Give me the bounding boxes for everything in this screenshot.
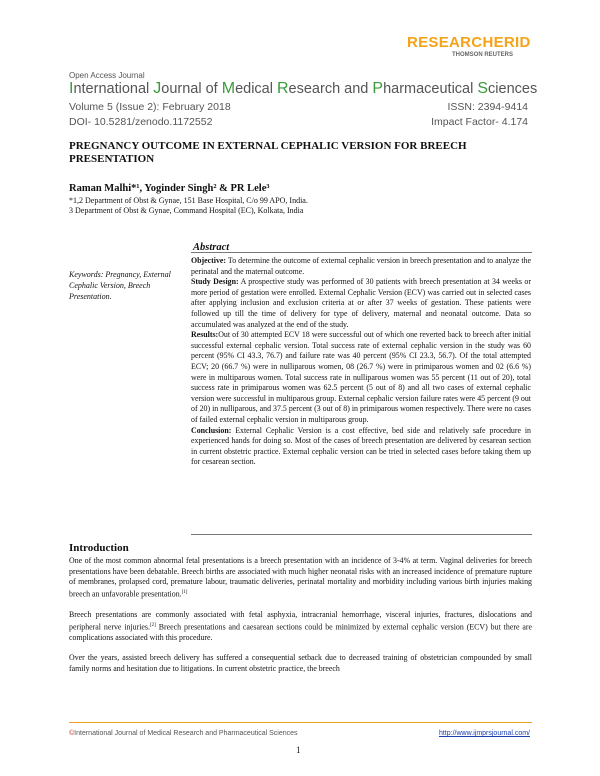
introduction-body bbox=[69, 556, 532, 685]
footer-journal: ©International Journal of Medical Research and Pharmaceutical Sciences bbox=[69, 730, 298, 737]
abstract-body bbox=[191, 256, 531, 468]
intro-paragraph: One of the most common abnormal fetal presentations is a breech presentation with an incidence of 3-4% at term. Vaginal deliveries for breech presentations have been debatable. Breech births are associated with much higher neonatal risks with an increased incidence of premature rupture of membranes, prolapsed cord, premature labour, traumatic deliveries, perinatal mortality and morbidity including various birth injuries making breech an unfavorable presentation.[1] bbox=[69, 556, 532, 599]
authors: Raman Malhi*¹, Yoginder Singh² & PR Lele³ bbox=[69, 183, 270, 194]
thomson-reuters-label: THOMSON REUTERS bbox=[452, 52, 514, 58]
paper-title: PREGNANCY OUTCOME IN EXTERNAL CEPHALIC VERSION FOR BREECH PRESENTATION bbox=[69, 140, 467, 165]
citation-ref[interactable]: [2] bbox=[149, 622, 156, 628]
abstract-heading: Abstract bbox=[193, 242, 230, 253]
citation-ref[interactable]: [1] bbox=[181, 589, 188, 595]
volume-doi-block bbox=[69, 100, 231, 129]
keywords: Keywords: Pregnancy, External Cephalic Version, Breech Presentation. bbox=[69, 270, 171, 301]
affiliation-1: *1,2 Department of Obst & Gynae, 151 Base Hospital, C/o 99 APO, India. bbox=[69, 196, 308, 205]
journal-title: International Journal of Medical Research and Pharmaceutical Sciences bbox=[69, 80, 538, 97]
abstract-top-rule bbox=[191, 252, 532, 253]
issn-impact-block bbox=[431, 100, 528, 129]
introduction-heading: Introduction bbox=[69, 542, 129, 554]
page-number: 1 bbox=[296, 745, 301, 755]
abstract-study-design: Study Design: A prospective study was performed of 30 patients with breech presentation at 34 weeks or more period of gestation were enrolled. External Cephalic Version (ECV) was carried out in selected cases after applying inclusion and exclusion criteria at or after 37 weeks of gestation. These patients were followed up till the time of delivery for type of delivery, maternal and neonatal outcome. Data so accumulated was analyzed at the end of the study. bbox=[191, 277, 531, 329]
intro-paragraph: Over the years, assisted breech delivery has suffered a consequential setback due to decreased training of obstetrician compounded by small family norms and hesitation due to litigations. In current obstetric practice, the breech bbox=[69, 653, 532, 673]
open-access-label: Open Access Journal bbox=[69, 71, 145, 80]
footer-rule bbox=[69, 722, 532, 723]
impact-factor: Impact Factor- 4.174 bbox=[431, 115, 528, 128]
abstract-conclusion: Conclusion: External Cephalic Version is a cost effective, bed side and relatively safe procedure in experienced hands for doing so. Most of the cases of breech presentation are delivered by cesarean section in current obstetric practice. External cephalic version can be tried in selected cases before taking them up for cesarean section. bbox=[191, 425, 531, 467]
abstract-results: Results:Out of 30 attempted ECV 18 were successful out of which one reverted back to breech after initial successful external cephalic version. Total success rate of external cephalic version in the study was 60 percent (95% CI 43.3, 76.7) and failure rate was 40 percent (95% CI 23.3, 56.7). Of the total attempted ECV; 20 (66.7 %) were in nulliparous women, 08 (26.7 %) were in primiparous women and 02 (6.6 %) were in multiparous women. Total success rate in nulliparous women was 55 percent (11 out of 20), total success rate in primiparous women was 62.5 percent (5 out of 8) and all two cases of external cephalic version were successful in multiparous group. External cephalic version failure rates were 45 percent (9 out of 20) in nulliparous, and 37.5 percent (3 out of 8) in primiparous women respectively. There were no cases of failed external cephalic version in multiparous group. bbox=[191, 330, 531, 424]
doi-info: DOI- 10.5281/zenodo.1172552 bbox=[69, 115, 213, 128]
intro-paragraph: Breech presentations are commonly associated with fetal asphyxia, intracranial hemorrhage, visceral injuries, fractures, dislocations and peripheral nerve injuries.[2] Breech presentations and caesarean sections could be minimized by external cephalic version (ECV) but there are complications associated with this procedure. bbox=[69, 610, 532, 642]
volume-info: Volume 5 (Issue 2): February 2018 bbox=[69, 101, 231, 113]
researcherid-logo: RESEARCHERID bbox=[407, 34, 531, 51]
footer-url-link[interactable]: http://www.ijmprsjournal.com/ bbox=[438, 730, 530, 737]
abstract-objective: Objective: To determine the outcome of external cephalic version in breech presentation and to analyze the perinatal and the maternal outcome. bbox=[191, 256, 531, 276]
affiliation-2: 3 Department of Obst & Gynae, Command Hospital (EC), Kolkata, India bbox=[69, 206, 304, 215]
issn-info: ISSN: 2394-9414 bbox=[447, 101, 528, 113]
abstract-bottom-rule bbox=[191, 534, 532, 535]
affiliations bbox=[69, 196, 308, 216]
